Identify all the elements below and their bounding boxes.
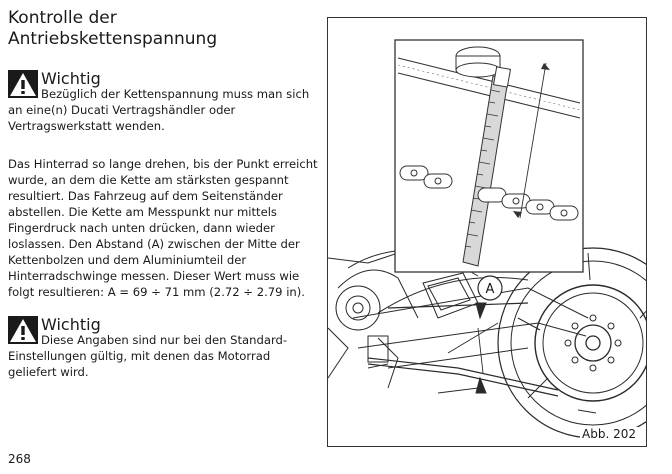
callout-letter: A [485,282,495,297]
callout-A [478,276,502,300]
page-number: 268 [8,452,31,466]
warning-triangle-icon [8,316,38,344]
chain-drawing [368,303,558,396]
warning-1-label: Wichtig [41,69,101,88]
paragraph-line: Kettenbolzen und dem Aluminiumteil der [8,253,247,267]
warning-box-2 [8,316,326,380]
inset-detail [395,40,583,272]
title-line-1: Kontrolle der [8,8,117,28]
warning-2-line-3: geliefert wird. [8,365,89,379]
paragraph-line: folgt resultieren: A = 69 ÷ 71 mm (2.72 ÷ 2.79 in). [8,285,305,299]
chain-tension-drawing [328,18,647,447]
paragraph-line: abstellen. Die Kette am Messpunkt nur mittels [8,205,277,219]
warning-2-line-1: Diese Angaben sind nur bei den Standard- [41,333,288,347]
paragraph-line: resultiert. Das Fahrzeug auf dem Seitenständer [8,189,283,203]
warning-1-line-2: an eine(n) Ducati Vertragshändler oder [8,103,236,117]
warning-box-1 [8,70,326,134]
paragraph-line: wurde, an dem die Kette am stärksten gespannt [8,173,289,187]
instruction-paragraph [8,156,326,300]
warning-triangle-icon [8,70,38,98]
paragraph-line: loslassen. Den Abstand (A) zwischen der Mitte der [8,237,300,251]
figure-caption: Abb. 202 [582,427,636,441]
paragraph-line: Fingerdruck nach unten drücken, dann wieder [8,221,275,235]
paragraph-line: Das Hinterrad so lange drehen, bis der Punkt erreicht [8,157,318,171]
rear-sprocket-drawing [498,248,647,438]
warning-1-line-1: Bezüglich der Kettenspannung muss man sich [41,87,310,101]
warning-2-label: Wichtig [41,315,101,334]
warning-1-line-3: Vertragswerkstatt wenden. [8,119,165,133]
warning-2-line-2: Einstellungen gültig, mit denen das Motorrad [8,349,271,363]
title-line-2: Antriebskettenspannung [8,29,218,49]
technical-illustration [327,17,647,447]
frame-drawing [328,253,398,388]
paragraph-line: Hinterradschwinge messen. Dieser Wert muss wie [8,269,300,283]
section-title [8,8,217,50]
